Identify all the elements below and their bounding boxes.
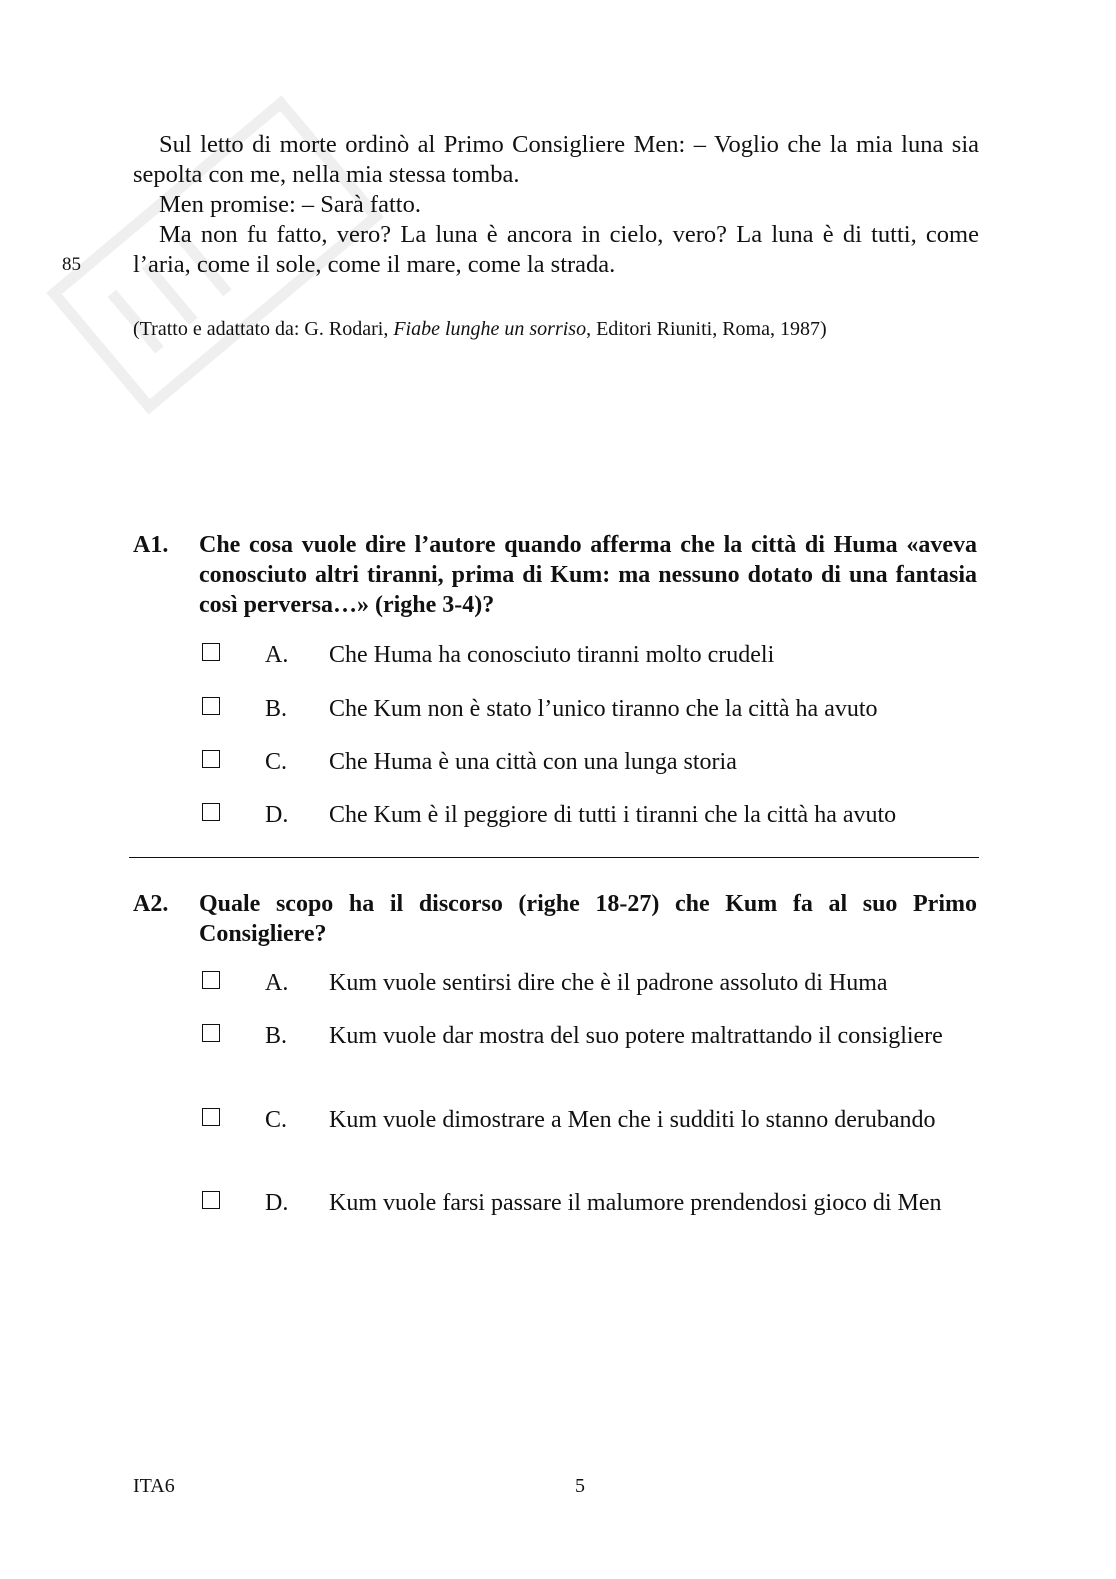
passage-paragraph: Sul letto di morte ordinò al Primo Consigliere Men: – Voglio che la mia luna sia sepolta con me, nella mia stessa tomba. bbox=[133, 131, 979, 188]
option-text: Che Huma è una città con una lunga storia bbox=[329, 749, 737, 775]
checkbox[interactable] bbox=[202, 697, 220, 715]
checkbox[interactable] bbox=[202, 1024, 220, 1042]
checkbox[interactable] bbox=[202, 643, 220, 661]
section-divider bbox=[129, 857, 979, 858]
option-text: Che Kum non è stato l’unico tiranno che la città ha avuto bbox=[329, 696, 878, 722]
passage-paragraph: Ma non fu fatto, vero? La luna è ancora in cielo, vero? La luna è di tutti, come l’aria, come il sole, come il mare, come la strada. bbox=[133, 221, 979, 278]
checkbox[interactable] bbox=[202, 971, 220, 989]
option-letter: B. bbox=[265, 696, 288, 722]
checkbox[interactable] bbox=[202, 803, 220, 821]
option-letter: D. bbox=[265, 1190, 289, 1216]
option-letter: C. bbox=[265, 1107, 288, 1133]
checkbox[interactable] bbox=[202, 1108, 220, 1126]
option-text: Kum vuole sentirsi dire che è il padrone assoluto di Huma bbox=[329, 970, 888, 996]
option-letter: A. bbox=[265, 970, 289, 996]
option-text: Che Huma ha conosciuto tiranni molto crudeli bbox=[329, 642, 775, 668]
option-letter: A. bbox=[265, 642, 289, 668]
question-text: Che cosa vuole dire l’autore quando afferma che la città di Huma «aveva conosciuto altri tiranni, prima di Kum: ma nessuno dotato di una fantasia così perversa…» (righe 3-4)? bbox=[199, 532, 977, 618]
question-number: A1. bbox=[133, 532, 169, 558]
option-letter: B. bbox=[265, 1023, 288, 1049]
option-text: Kum vuole farsi passare il malumore prendendosi gioco di Men bbox=[329, 1190, 942, 1216]
footer-exam-code: ITA6 bbox=[133, 1475, 175, 1497]
line-number: 85 bbox=[62, 254, 81, 275]
checkbox[interactable] bbox=[202, 1191, 220, 1209]
option-text: Kum vuole dar mostra del suo potere maltrattando il consigliere bbox=[329, 1023, 943, 1049]
option-text: Che Kum è il peggiore di tutti i tiranni che la città ha avuto bbox=[329, 802, 897, 828]
reading-passage bbox=[133, 130, 979, 280]
question-text: Quale scopo ha il discorso (righe 18-27) che Kum fa al suo Primo Consigliere? bbox=[199, 891, 977, 947]
source-citation bbox=[133, 318, 827, 341]
question-number: A2. bbox=[133, 891, 169, 917]
footer-page-number: 5 bbox=[575, 1475, 585, 1497]
source-suffix: , Editori Riuniti, Roma, 1987) bbox=[586, 318, 827, 340]
passage-paragraph: Men promise: – Sarà fatto. bbox=[159, 191, 421, 218]
option-letter: D. bbox=[265, 802, 289, 828]
source-title: Fiabe lunghe un sorriso bbox=[393, 318, 587, 340]
option-letter: C. bbox=[265, 749, 288, 775]
checkbox[interactable] bbox=[202, 750, 220, 768]
source-prefix: (Tratto e adattato da: G. Rodari, bbox=[133, 318, 394, 340]
option-text: Kum vuole dimostrare a Men che i sudditi lo stanno derubando bbox=[329, 1107, 936, 1133]
